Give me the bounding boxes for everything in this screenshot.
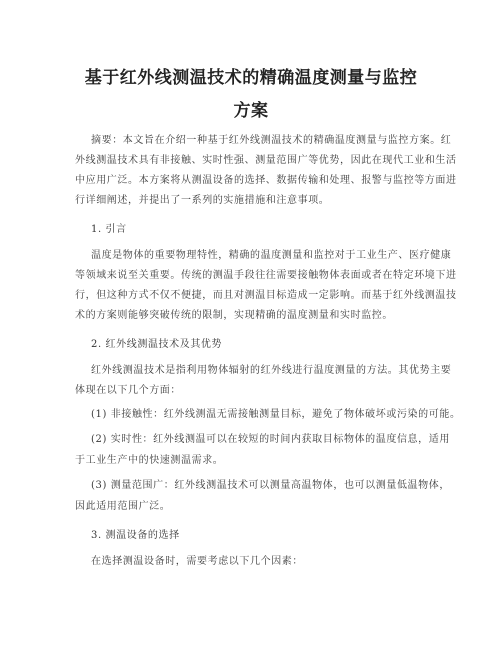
section-1-line-1: 温度是物体的重要物理特性，精确的温度测量和监控对于工业生产、医疗健康 — [91, 250, 452, 261]
point-2-line-2: 于工业生产中的快速测温需求。 — [75, 455, 224, 466]
point-3-line-1: (3) 测量范围广：红外线测温技术可以测量高温物体，也可以测量低温物体， — [91, 480, 450, 491]
section-2-line-1: 红外线测温技术是指利用物体辐射的红外线进行温度测量的方法。其优势主要 — [91, 365, 452, 376]
section-3-line-1: 在选择测温设备时，需要考虑以下几个因素： — [91, 556, 303, 567]
section-3-heading: 3. 测温设备的选择 — [91, 530, 180, 541]
point-2-line-1: (2) 实时性：红外线测温可以在较短的时间内获取目标物体的温度信息，适用 — [91, 434, 450, 445]
section-1-line-4: 术的方案则能够突破传统的限制，实现精确的温度测量和实时监控。 — [75, 310, 393, 321]
document-title-line-1: 基于红外线测温技术的精确温度测量与监控 — [84, 68, 418, 88]
document-title-line-2: 方案 — [233, 101, 269, 121]
abstract-line-1: 摘要：本文旨在介绍一种基于红外线测温技术的精确温度测量与监控方案。红 — [91, 135, 452, 146]
section-1-line-3: 行，但这种方式不仅不便捷，而且对测温目标造成一定影响。而基于红外线测温技 — [75, 290, 457, 301]
section-1-line-2: 等领域来说至关重要。传统的测温手段往往需要接触物体表面或者在特定环境下进 — [75, 270, 457, 281]
section-2-line-2: 体现在以下几个方面： — [75, 385, 181, 396]
point-3-line-2: 因此适用范围广泛。 — [75, 501, 171, 512]
abstract-line-2: 外线测温技术具有非接触、实时性强、测量范围广等优势，因此在现代工业和生活 — [75, 155, 457, 166]
point-1-line-1: (1) 非接触性：红外线测温无需接触测量目标，避免了物体破坏或污染的可能。 — [91, 409, 461, 420]
abstract-line-4: 行详细阐述，并提出了一系列的实施措施和注意事项。 — [75, 195, 330, 206]
section-2-heading: 2. 红外线测温技术及其优势 — [91, 339, 223, 350]
abstract-line-3: 中应用广泛。本方案将从测温设备的选择、数据传输和处理、报警与监控等方面进 — [75, 175, 457, 186]
section-1-heading: 1. 引言 — [91, 224, 127, 235]
